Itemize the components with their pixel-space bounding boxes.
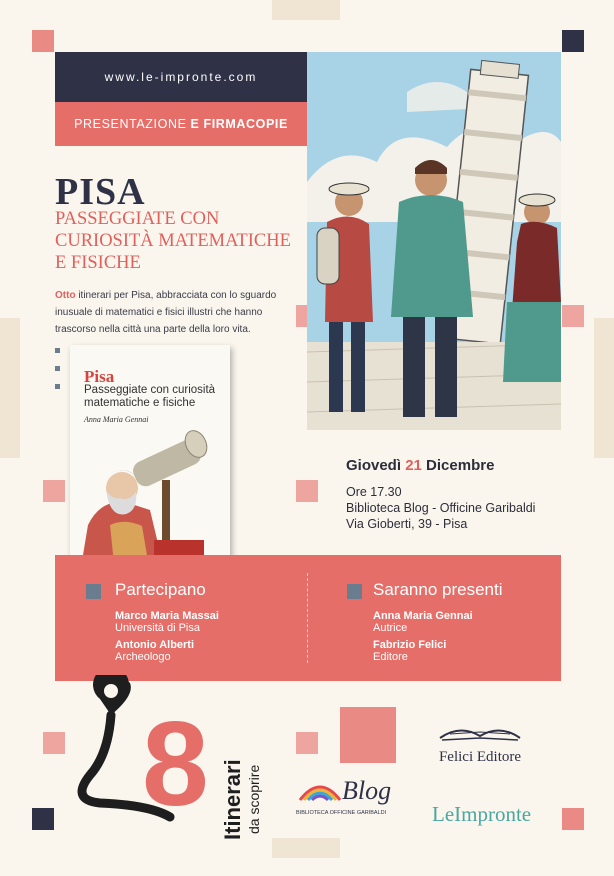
square-bullet-icon: [347, 584, 362, 599]
band-divider: [307, 573, 308, 663]
book-subtitle: Passeggiate con curiosità matematiche e fisiche: [84, 384, 216, 409]
deco-square: [562, 305, 584, 327]
hero-illustration: [307, 52, 561, 430]
event-date: [346, 457, 494, 474]
deco-square: [43, 480, 65, 502]
present-role: Editore: [373, 651, 408, 663]
participant-role: Università di Pisa: [115, 622, 200, 634]
website-url[interactable]: www.le-impronte.com: [55, 52, 307, 102]
blog-name: Blog: [342, 776, 392, 805]
itinerari-number: 8: [142, 697, 209, 831]
participant-name: Marco Maria Massai: [115, 610, 219, 622]
deco-square: [32, 808, 54, 830]
open-book-icon: [432, 720, 528, 742]
itinerari-tagline: da scoprire: [246, 764, 262, 834]
present-role: Autrice: [373, 622, 408, 634]
deco-square: [32, 30, 54, 52]
intro-text: [55, 287, 300, 338]
event-address: Via Gioberti, 39 - Pisa: [346, 517, 468, 531]
event-type-connector: E: [190, 117, 200, 131]
intro-line: trascorso nella città una parte della loro vita.: [55, 324, 251, 335]
bullet-dot: [55, 366, 60, 371]
event-type-banner: [55, 102, 307, 146]
felici-editore-name: Felici Editore: [438, 749, 522, 765]
bullet-dot: [55, 384, 60, 389]
deco-square: [272, 838, 340, 858]
impronte-pre: Le: [432, 802, 455, 826]
deco-square: [296, 480, 318, 502]
event-day-name: Giovedì: [346, 457, 402, 474]
event-day-number: 21: [405, 457, 422, 474]
page-title: PISA: [55, 171, 146, 213]
deco-square: [562, 808, 584, 830]
deco-square: [594, 318, 614, 458]
present-name: Anna Maria Gennai: [373, 610, 473, 622]
event-type-prefix: PRESENTAZIONE: [74, 117, 187, 131]
bullet-dot: [55, 348, 60, 353]
event-type-bold: FIRMACOPIE: [203, 117, 288, 131]
intro-line: inusuale di matematici e fisici illustri che hanno: [55, 307, 263, 318]
deco-square: [562, 30, 584, 52]
intro-line: itinerari per Pisa, abbracciata con lo sguardo: [75, 290, 277, 301]
deco-square: [340, 707, 396, 763]
impronte-post: Impronte: [454, 802, 532, 826]
blog-subtitle: BIBLIOTECA OFFICINE GARIBALDI: [296, 810, 387, 816]
participants-band: [55, 555, 561, 681]
event-time: Ore 17.30: [346, 485, 402, 499]
book-cover: [70, 345, 230, 573]
deco-square: [272, 0, 340, 20]
participants-heading: Partecipano: [115, 580, 206, 599]
present-heading: Saranno presenti: [373, 580, 503, 599]
deco-square: [0, 318, 20, 458]
le-impronte-logo[interactable]: [432, 802, 531, 827]
event-venue: Biblioteca Blog - Officine Garibaldi: [346, 501, 536, 515]
scientist-illustration: [70, 430, 230, 573]
event-month: Dicembre: [426, 457, 495, 474]
book-title: Pisa: [84, 367, 115, 386]
itinerari-word: Itinerari: [220, 759, 245, 840]
tower-walkers-illustration: [307, 52, 561, 430]
felici-editore-logo[interactable]: [432, 720, 528, 766]
blog-logo[interactable]: [296, 770, 416, 832]
square-bullet-icon: [86, 584, 101, 599]
page-subtitle: PASSEGGIATE CON CURIOSITÀ MATEMATICHE E FISICHE: [55, 209, 291, 273]
intro-highlight: Otto: [55, 290, 76, 301]
deco-square: [296, 732, 318, 754]
rainbow-book-icon: [296, 778, 344, 804]
participant-role: Archeologo: [115, 651, 171, 663]
book-author: Anna Maria Gennai: [84, 415, 149, 424]
participant-name: Antonio Alberti: [115, 639, 195, 651]
present-name: Fabrizio Felici: [373, 639, 447, 651]
